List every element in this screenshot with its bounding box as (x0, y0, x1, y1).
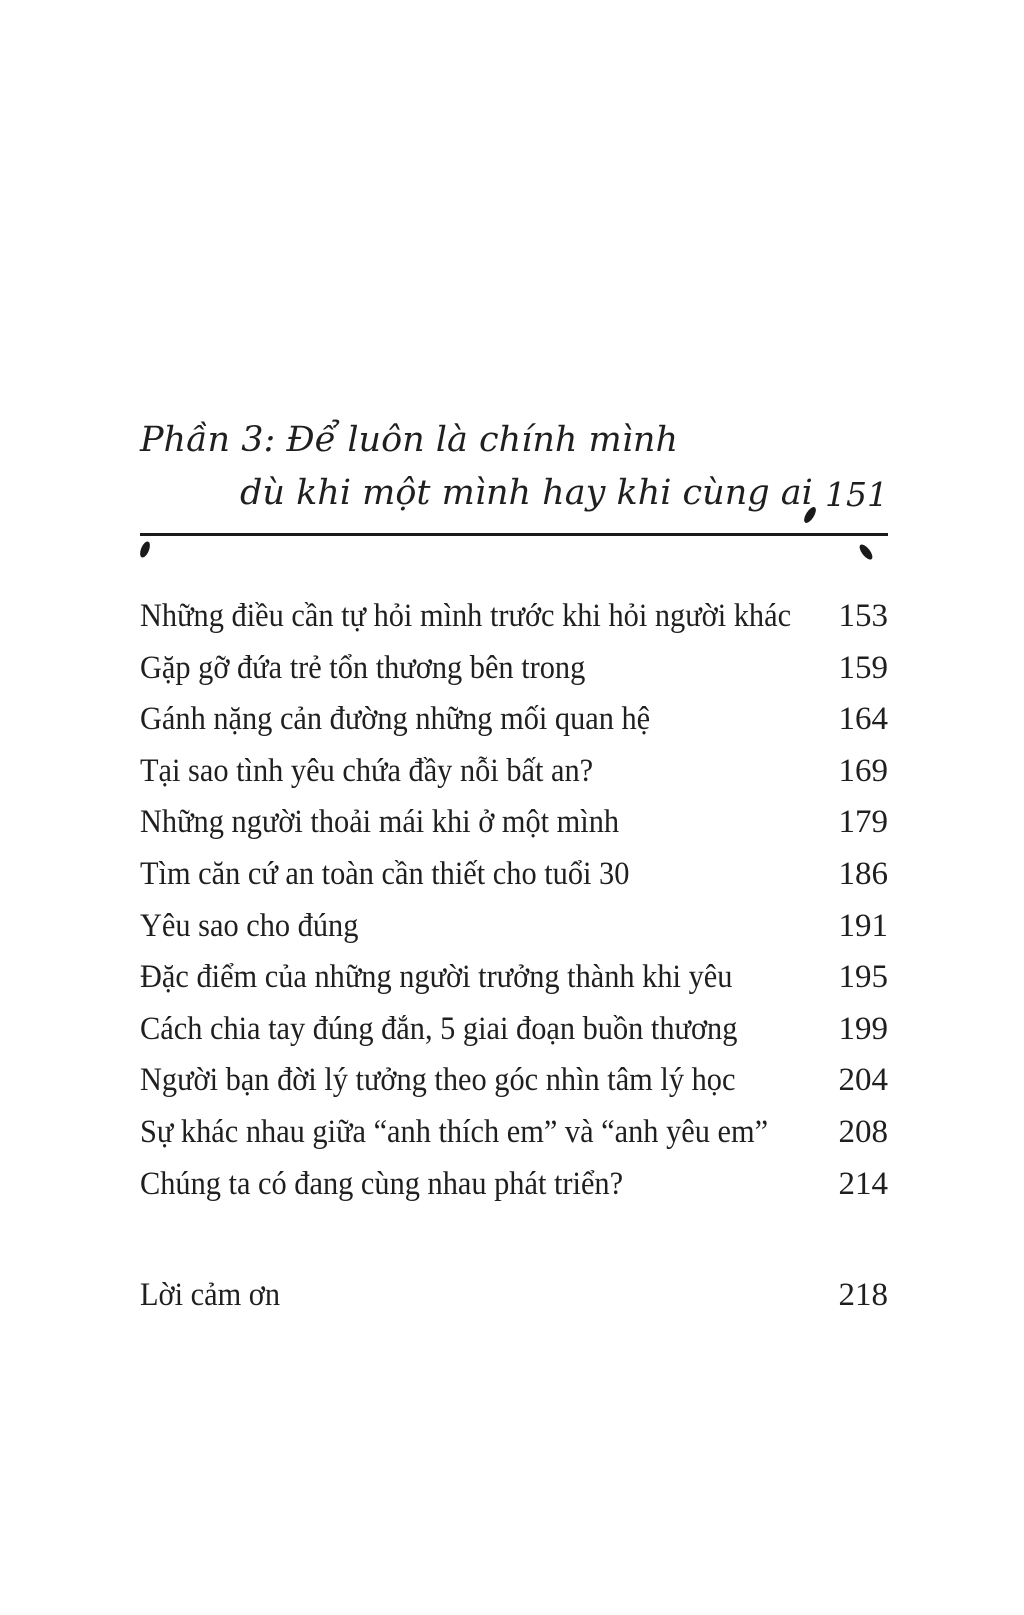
toc-entry-page: 195 (838, 959, 888, 996)
acknowledgements-row (140, 1270, 888, 1322)
toc-entry-title: Yêu sao cho đúng (140, 907, 359, 944)
toc-row (140, 1107, 888, 1159)
toc-entry-page: 186 (838, 855, 888, 892)
toc-list (140, 591, 888, 1210)
toc-entry-page: 204 (838, 1062, 888, 1099)
part-label: Phần 3: (140, 420, 276, 460)
toc-row (140, 591, 888, 643)
toc-row (140, 1004, 888, 1056)
toc-entry-title: Những điều cần tự hỏi mình trước khi hỏi người khác (140, 598, 792, 634)
toc-row (140, 849, 888, 901)
toc-entry-page: 179 (838, 804, 888, 841)
toc-entry-title: Tại sao tình yêu chứa đầy nỗi bất an? (140, 752, 594, 789)
toc-entry-page: 164 (838, 701, 888, 738)
page-content (140, 0, 888, 1615)
toc-entry-page: 169 (838, 752, 888, 789)
toc-row (140, 952, 888, 1004)
toc-entry-title: Người bạn đời lý tưởng theo góc nhìn tâm lý học (140, 1062, 736, 1099)
toc-row (140, 797, 888, 849)
toc-entry-title: Tìm căn cứ an toàn cần thiết cho tuổi 30 (140, 855, 630, 892)
toc-entry-page: 199 (838, 1010, 888, 1047)
section-page-number: 151 (825, 475, 888, 514)
toc-entry-title: Gánh nặng cản đường những mối quan hệ (140, 701, 651, 738)
toc-row (140, 1055, 888, 1107)
toc-row (140, 694, 888, 746)
header-divider (140, 533, 888, 536)
toc-entry-title: Cách chia tay đúng đắn, 5 giai đoạn buồn thương (140, 1010, 738, 1047)
toc-entry-title: Đặc điểm của những người trưởng thành khi yêu (140, 959, 733, 996)
toc-row (140, 746, 888, 798)
toc-entry-page: 191 (838, 907, 888, 944)
toc-entry-title: Chúng ta có đang cùng nhau phát triển? (140, 1165, 624, 1202)
toc-entry-page: 208 (838, 1113, 888, 1150)
toc-row (140, 901, 888, 953)
toc-row (140, 1159, 888, 1211)
toc-entry-title: Sự khác nhau giữa “anh thích em” và “anh yêu em” (140, 1113, 769, 1150)
toc-entry-page: 153 (838, 598, 888, 634)
toc-entry-page: 159 (838, 649, 888, 686)
toc-entry-title: Gặp gỡ đứa trẻ tổn thương bên trong (140, 649, 586, 686)
acknowledgements-title: Lời cảm ơn (140, 1277, 281, 1313)
toc-entry-title: Những người thoải mái khi ở một mình (140, 804, 620, 841)
toc-row (140, 643, 888, 695)
section-title-line1 (140, 414, 888, 467)
toc-entry-page: 214 (838, 1165, 888, 1202)
section-title-text: Để luôn là chính mình (286, 420, 679, 460)
acknowledgements-page: 218 (838, 1277, 888, 1313)
section-header (140, 414, 888, 520)
section-title-line2: dù khi một mình hay khi cùng ai (240, 473, 813, 513)
